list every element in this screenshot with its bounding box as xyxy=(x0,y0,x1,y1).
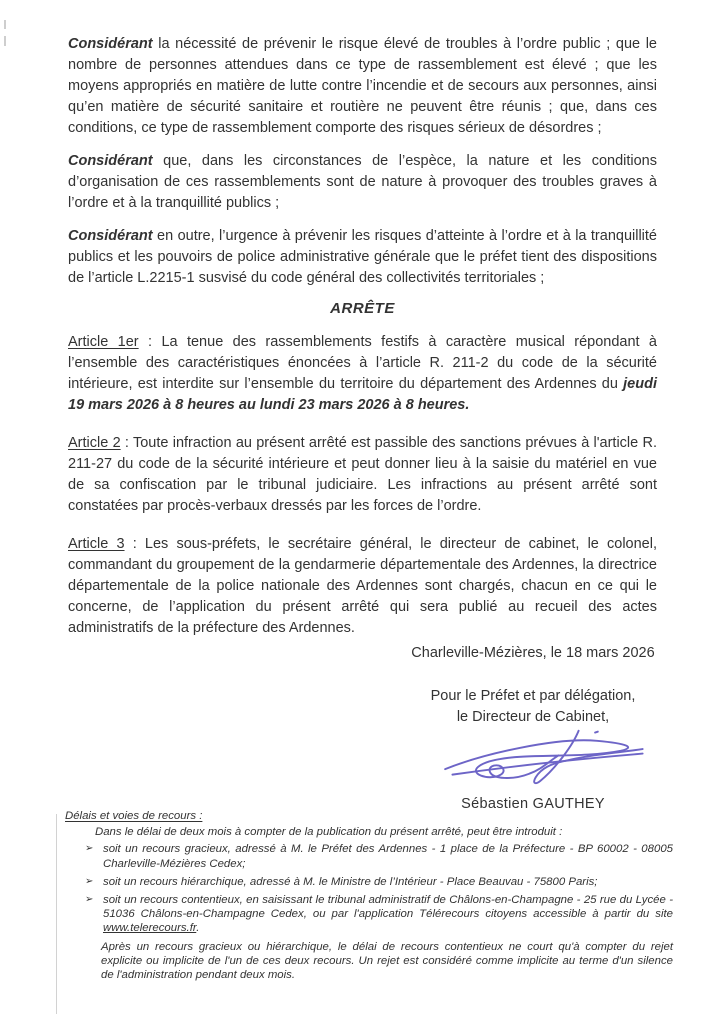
article-1-text: La tenue des rassemblements festifs à caractère musical répondant à l’ensemble des caractéristiques énoncées à l’article R. 211-2 du code de la sécurité intérieure, est interdite sur l’ensemble du territoire du département des Ardennes du xyxy=(68,334,657,392)
considerant-paragraph-3 xyxy=(68,226,657,289)
considerant-text: en outre, l’urgence à prévenir les risques d’atteinte à l’ordre et à la tranquillité publics et les pouvoirs de police administrative générale que le préfet tient des dispositions de l’article L.2215-1 susvisé du code général des collectivités territoriales ; xyxy=(68,228,657,286)
recours-bullet-2 xyxy=(65,875,673,889)
article-2-colon: : xyxy=(120,435,133,451)
article-2-label: Article 2 xyxy=(68,435,121,451)
recours-section xyxy=(65,809,673,982)
recours-bullet-3 xyxy=(65,893,673,936)
considerant-paragraph-1 xyxy=(68,34,657,139)
recours-bullet-3-suffix: . xyxy=(196,922,200,935)
article-2 xyxy=(68,433,657,517)
article-1-label: Article 1er xyxy=(68,334,139,350)
recours-bullet-3-prefix: soit un recours contentieux, en saisissant le tribunal administratif de Châlons-en-Champagne - 25 rue du Lycée - 51036 Châlons-en-Champagne Cedex, ou par l'application Télérecours citoyens accessible à partir du site xyxy=(103,894,673,921)
considerant-lead: Considérant xyxy=(68,153,153,169)
considerant-text: que, dans les circonstances de l’espèce, la nature et les conditions d’organisation de ces rassemblements sont de nature à provoquer des troubles graves à l’ordre et à la tranquillité publics ; xyxy=(68,153,657,211)
arrete-heading: ARRÊTE xyxy=(330,300,395,317)
considerant-lead: Considérant xyxy=(68,228,153,244)
article-3 xyxy=(68,534,657,639)
scan-artifact-mark-1 xyxy=(4,20,6,29)
recours-title: Délais et voies de recours : xyxy=(65,810,203,822)
article-1-dates: jeudi 19 mars 2026 à 8 heures au lundi 23 mars 2026 à 8 heures. xyxy=(68,376,657,413)
article-3-text: Les sous-préfets, le secrétaire général, le directeur de cabinet, le colonel, commandant du groupement de la gendarmerie départementale des Ardennes, la directrice départementale de la police nationale des Ardennes sont chargés, chacun en ce qui le concerne, de l’application du présent arrêté qui sera publié au recueil des actes administratifs de la préfecture des Ardennes. xyxy=(68,536,657,636)
considerant-text: la nécessité de prévenir le risque élevé de troubles à l’ordre public ; que le nombre de personnes attendues dans ce type de rassemblement est élevé ; que les moyens appropriés en matière de lutte contre l’incendie et de secours aux personnes, ainsi qu’en matière de sécurité sanitaire et routière ne peuvent être réunis ; que, dans ces conditions, ce type de rassemblement comporte des risques sérieux de désordres ; xyxy=(68,36,657,136)
article-3-colon: : xyxy=(124,536,145,552)
recours-bullet-1-text: soit un recours gracieux, adressé à M. le Préfet des Ardennes - 1 place de la Préfecture - BP 60002 - 08005 Charleville-Mézières Cedex; xyxy=(103,843,673,870)
article-3-label: Article 3 xyxy=(68,536,125,552)
arrow-bullet-icon: ➢ xyxy=(85,843,94,855)
article-1 xyxy=(68,332,657,416)
scan-artifact-edge-line xyxy=(56,814,57,1014)
article-2-text: Toute infraction au présent arrêté est passible des sanctions prévues à l'article R. 211-27 du code de la sécurité intérieure et peut donner lieu à la saisie du matériel en vue de sa confiscation par le tribunal judiciaire. Les infractions au présent arrêté sont constatées par procès-verbaux dressés par les forces de l’ordre. xyxy=(68,435,657,514)
recours-bullet-2-text: soit un recours hiérarchique, adressé à M. le Ministre de l’Intérieur - Place Beauvau - 75800 Paris; xyxy=(103,875,598,888)
recours-bullet-1 xyxy=(65,842,673,870)
recours-closing: Après un recours gracieux ou hiérarchique, le délai de recours contentieux ne court qu'à compter du rejet explicite ou implicite de l'un de ces deux recours. Un rejet est considéré comme implicite au terme d'un silence de l'administration pendant deux mois. xyxy=(101,940,673,982)
signer-name: Sébastien GAUTHEY xyxy=(461,796,605,812)
place-date-line: Charleville-Mézières, le 18 mars 2026 xyxy=(411,645,655,661)
arrow-bullet-icon: ➢ xyxy=(85,894,94,906)
recours-intro: Dans le délai de deux mois à compter de la publication du présent arrêté, peut être introduit : xyxy=(95,826,563,839)
document-body xyxy=(68,34,657,815)
recours-bullet-3-text xyxy=(103,893,673,936)
article-1-colon: : xyxy=(138,334,162,350)
scan-artifact-mark-2 xyxy=(4,36,6,46)
telerecours-link[interactable]: www.telerecours.fr xyxy=(103,922,197,935)
arrow-bullet-icon: ➢ xyxy=(85,875,94,887)
considerant-lead: Considérant xyxy=(68,36,153,52)
delegation-line-2: le Directeur de Cabinet, xyxy=(456,709,610,725)
considerant-paragraph-2 xyxy=(68,151,657,214)
signature-block xyxy=(368,643,698,815)
delegation-line-1: Pour le Préfet et par délégation, xyxy=(430,688,636,704)
signature-scribble xyxy=(430,728,698,792)
